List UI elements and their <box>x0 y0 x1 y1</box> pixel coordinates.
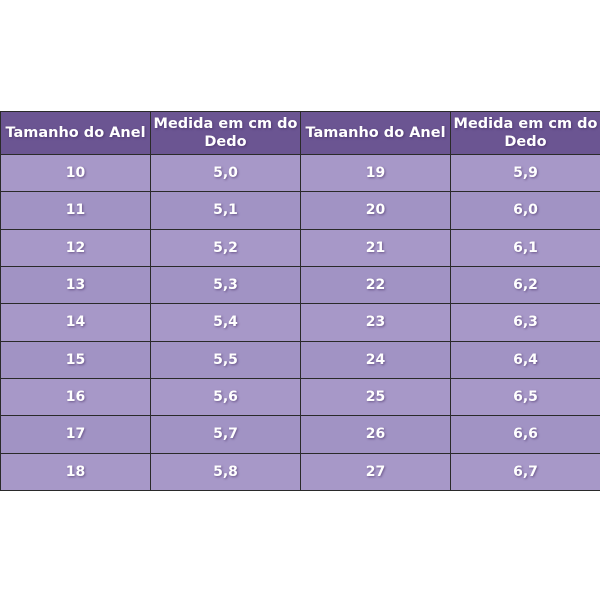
header-ring-size-right: Tamanho do Anel <box>301 112 451 155</box>
table-header <box>1 112 600 155</box>
finger-measure-cell: 6,4 <box>451 341 600 378</box>
finger-measure-cell: 6,2 <box>451 266 600 303</box>
finger-measure-cell: 5,9 <box>451 155 600 192</box>
finger-measure-cell: 5,8 <box>151 453 301 490</box>
table-row <box>1 453 600 490</box>
finger-measure-cell: 5,6 <box>151 378 301 415</box>
ring-size-table <box>0 111 600 491</box>
header-finger-measure-left: Medida em cm do Dedo <box>151 112 301 155</box>
header-finger-measure-right: Medida em cm do Dedo <box>451 112 600 155</box>
finger-measure-cell: 6,3 <box>451 304 600 341</box>
table-row <box>1 416 600 453</box>
ring-size-cell: 15 <box>1 341 151 378</box>
finger-measure-cell: 5,1 <box>151 192 301 229</box>
ring-size-cell: 25 <box>301 378 451 415</box>
finger-measure-cell: 5,0 <box>151 155 301 192</box>
ring-size-cell: 18 <box>1 453 151 490</box>
ring-size-cell: 20 <box>301 192 451 229</box>
ring-size-cell: 13 <box>1 266 151 303</box>
table-row <box>1 266 600 303</box>
finger-measure-cell: 6,7 <box>451 453 600 490</box>
table-row <box>1 155 600 192</box>
ring-size-cell: 17 <box>1 416 151 453</box>
ring-size-cell: 26 <box>301 416 451 453</box>
ring-size-cell: 21 <box>301 229 451 266</box>
header-row <box>1 112 600 155</box>
finger-measure-cell: 6,5 <box>451 378 600 415</box>
table-row <box>1 229 600 266</box>
ring-size-cell: 27 <box>301 453 451 490</box>
finger-measure-cell: 5,4 <box>151 304 301 341</box>
table-row <box>1 341 600 378</box>
ring-size-cell: 22 <box>301 266 451 303</box>
table-row <box>1 192 600 229</box>
finger-measure-cell: 5,3 <box>151 266 301 303</box>
ring-size-cell: 19 <box>301 155 451 192</box>
finger-measure-cell: 6,6 <box>451 416 600 453</box>
ring-size-cell: 16 <box>1 378 151 415</box>
ring-size-cell: 10 <box>1 155 151 192</box>
table-body <box>1 155 600 491</box>
finger-measure-cell: 5,7 <box>151 416 301 453</box>
ring-size-cell: 11 <box>1 192 151 229</box>
finger-measure-cell: 5,2 <box>151 229 301 266</box>
ring-size-cell: 12 <box>1 229 151 266</box>
finger-measure-cell: 6,1 <box>451 229 600 266</box>
table-row <box>1 304 600 341</box>
ring-size-cell: 23 <box>301 304 451 341</box>
finger-measure-cell: 5,5 <box>151 341 301 378</box>
header-ring-size-left: Tamanho do Anel <box>1 112 151 155</box>
ring-size-cell: 24 <box>301 341 451 378</box>
table-row <box>1 378 600 415</box>
ring-size-cell: 14 <box>1 304 151 341</box>
finger-measure-cell: 6,0 <box>451 192 600 229</box>
